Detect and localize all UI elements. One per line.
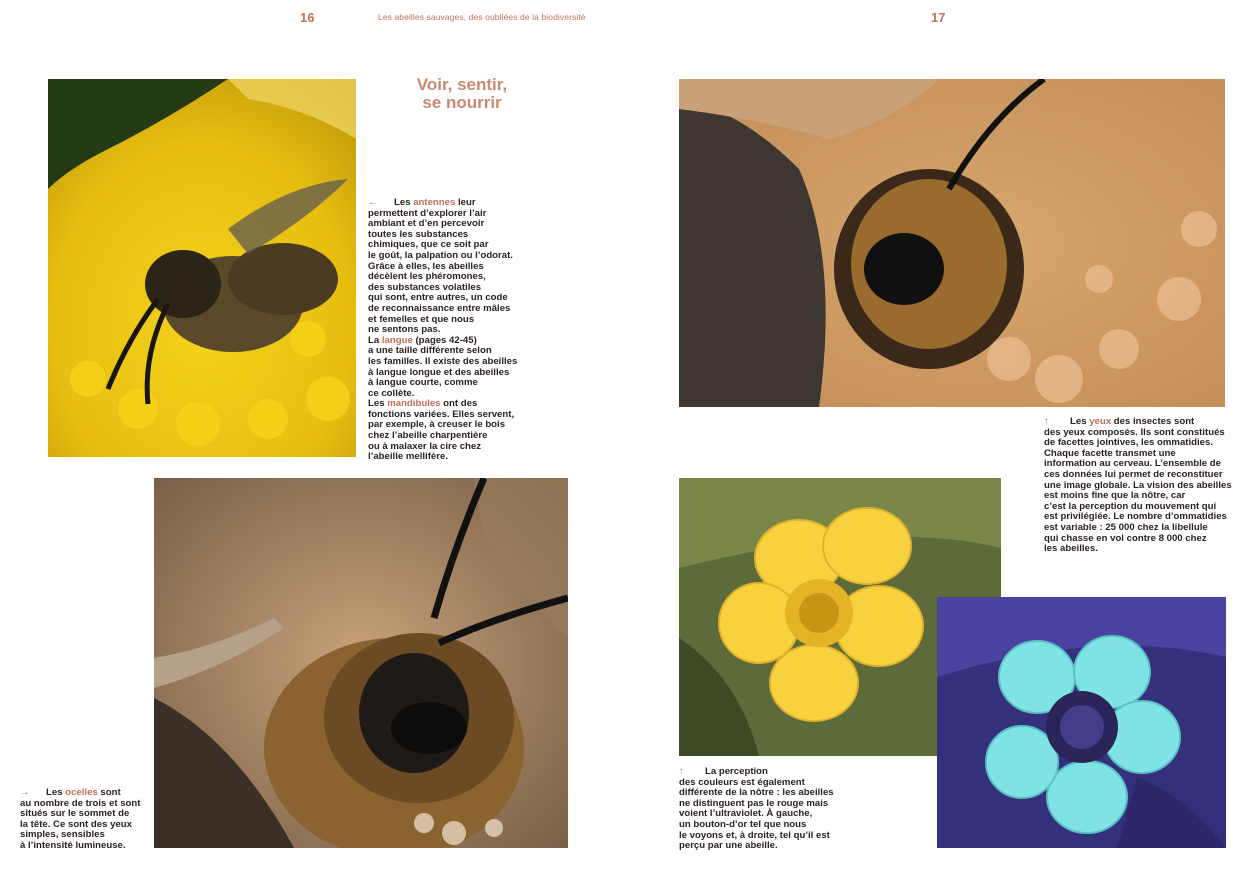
title-line-2: se nourrir bbox=[422, 93, 502, 112]
right-arrow-icon: → bbox=[20, 787, 30, 798]
caption-eyes: ↑ Les yeux des insectes sont des yeux composés. Ils sont constitués de facettes jointives, les ommatidies. Chaque facette transmet une information au cerveau. L’ensemble de ces données lui permet de reconstituer une image globale. La vision des abeilles est moins fine que la nôtre, car c’est la perception du mouvement qui est privilégiée. Le nombre d’ommatidies est variable : 25 000 chez la libellule qui chasse en vol contre 8 000 chez les abeilles. bbox=[1044, 416, 1232, 555]
term-ocelles: ocelles bbox=[65, 787, 98, 798]
running-head: Les abeilles sauvages, des oubliées de la biodiversité bbox=[378, 12, 586, 22]
up-arrow-icon: ↑ bbox=[679, 766, 684, 777]
term-antennes: antennes bbox=[413, 197, 456, 208]
term-langue: langue bbox=[381, 334, 413, 346]
term-yeux: yeux bbox=[1089, 416, 1112, 427]
buttercup-bee-view-photo bbox=[937, 597, 1226, 848]
bee-head-photo bbox=[154, 478, 568, 848]
caption-colors: ↑ La perception des couleurs est également différente de la nôtre : les abeilles ne distinguent pas le rouge mais voient l’ultraviolet. À gauche, un bouton-d’or tel que nous le voyons et, à droite, tel qu’il est perçu par une abeille. bbox=[679, 766, 834, 852]
title-line-1: Voir, sentir, bbox=[416, 75, 508, 94]
folio-right: 17 bbox=[931, 10, 946, 25]
left-arrow-icon: ← bbox=[368, 197, 378, 208]
bee-in-burrow-photo bbox=[679, 79, 1225, 407]
folio-left: 16 bbox=[300, 10, 315, 25]
caption-ocelli: → Les ocelles sont au nombre de trois et sont situés sur le sommet de la tête. Ce sont des yeux simples, sensibles à l’intensité lumineuse. bbox=[20, 787, 141, 851]
bee-on-flower-photo bbox=[48, 79, 356, 457]
page-title bbox=[392, 76, 532, 112]
up-arrow-icon: ↑ bbox=[1044, 416, 1049, 427]
term-mandibules: mandibules bbox=[387, 398, 441, 410]
caption-antennae: ← Les antennes leur permettent d’explorer l’air ambiant et d’en percevoir toutes les substances chimiques, que ce soit par le goût, la palpation ou l’odorat. Grâce à elles, les abeilles décèlent les phéromones, des substances volatiles qui sont, entre autres, un code de reconnaissance entre mâles et femelles et que nous ne sentons pas. La langue (pages 42-45) a une taille différente selon les familles. Il existe des abeilles à langue longue et des abeilles à langue courte, comme ce collète. Les mandibules ont des fonctions variées. Elles servent, par exemple, à creuser le bois chez l’abeille charpentière ou à malaxer la cire chez l’abeille mellifère. bbox=[368, 197, 518, 463]
